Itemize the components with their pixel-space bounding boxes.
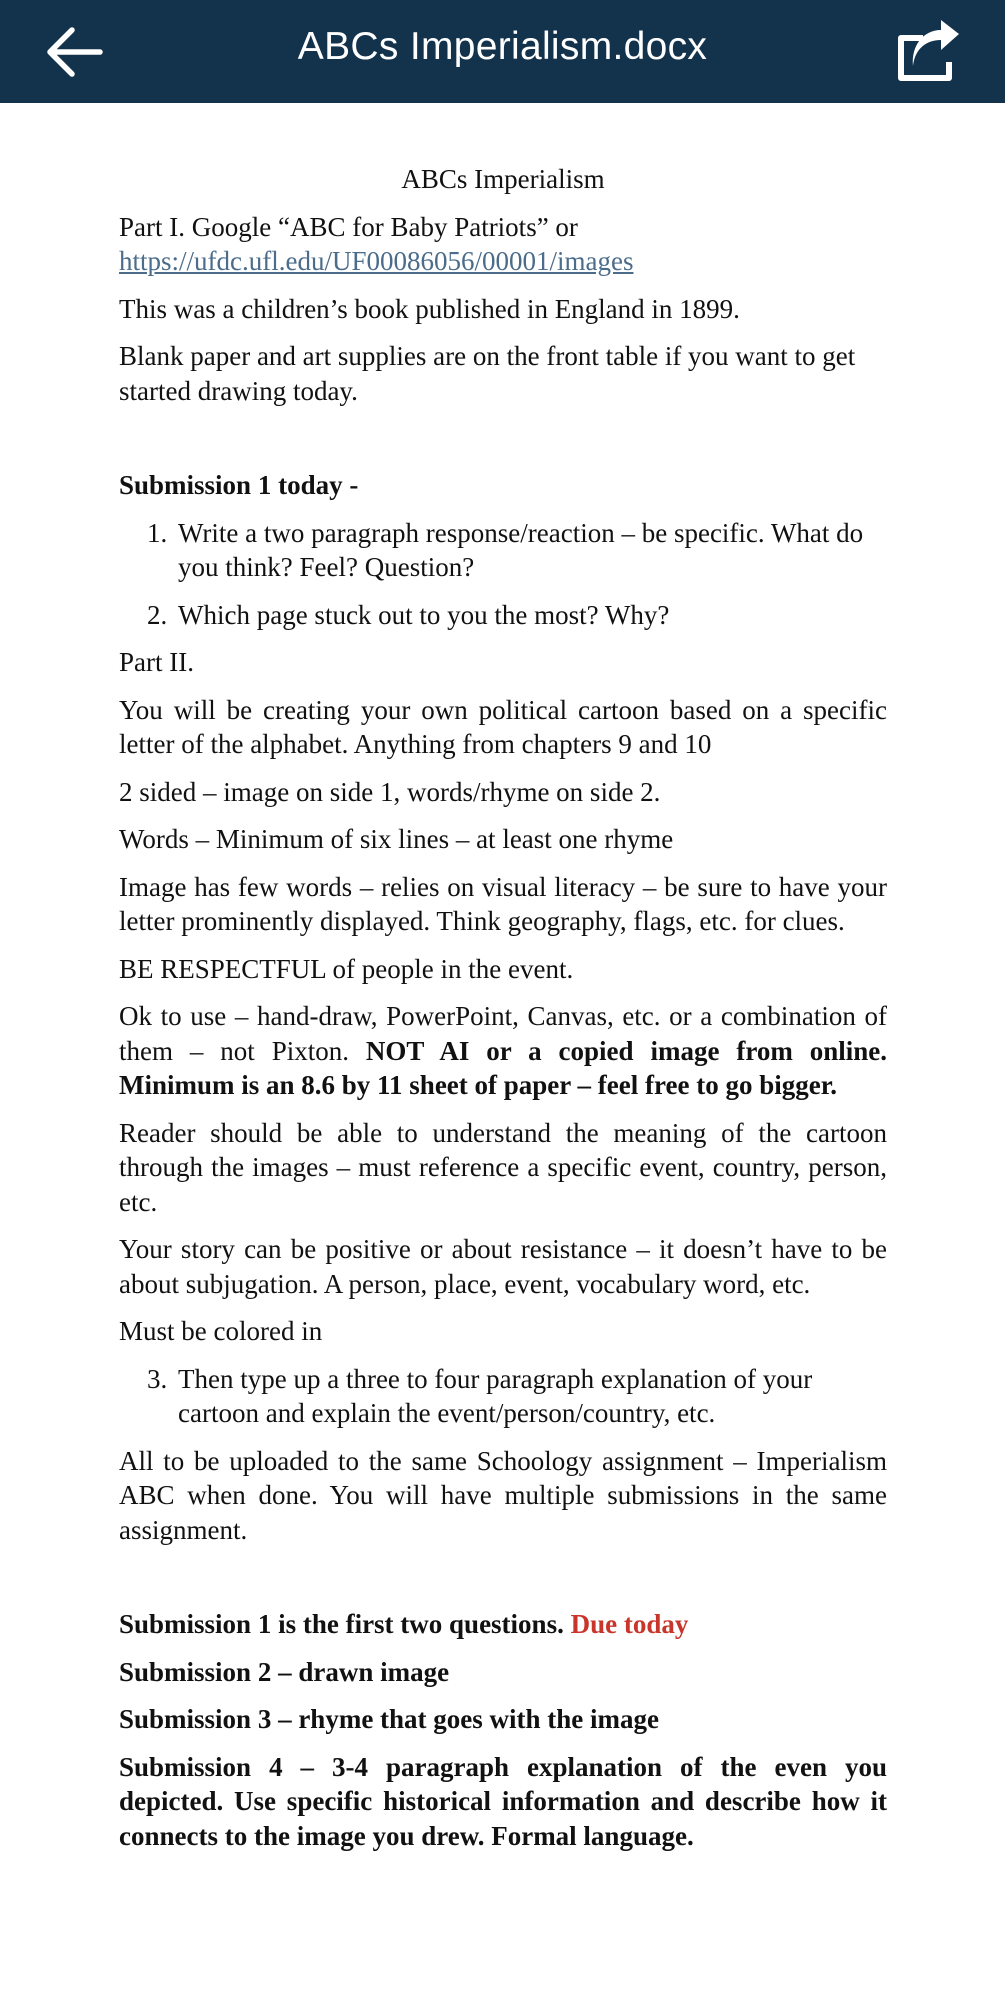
ok-to-use-paragraph — [119, 999, 887, 1103]
submission1-text: Submission 1 is the first two questions. — [119, 1609, 571, 1639]
list-text: Then type up a three to four paragraph explanation of your cartoon and explain the event/person/country, etc. — [178, 1363, 813, 1428]
published-paragraph: This was a children’s book published in England in 1899. — [119, 293, 740, 324]
submission3-line: Submission 3 – rhyme that goes with the image — [119, 1704, 660, 1734]
list-item — [119, 516, 887, 585]
share-icon — [893, 18, 963, 84]
submission1-heading: Submission 1 today - — [119, 470, 359, 500]
words-paragraph: Words – Minimum of six lines – at least one rhyme — [119, 824, 674, 854]
image-paragraph: Image has few words – relies on visual literacy – be sure to have your letter prominently displayed. Think geography, flags, etc. for clues. — [119, 871, 887, 936]
submission4-line: Submission 4 – 3-4 paragraph explanation of the even you depicted. Use specific historical information and describe how it connects to the image you drew. Formal language. — [119, 1751, 887, 1851]
document-title: ABCs Imperialism — [401, 164, 605, 194]
part1-paragraph — [119, 210, 887, 279]
colored-paragraph: Must be colored in — [119, 1316, 323, 1346]
supplies-paragraph: Blank paper and art supplies are on the front table if you want to get started drawing today. — [119, 341, 856, 406]
spacer — [119, 1560, 887, 1607]
ok-to-use-bold: NOT AI or a copied image from online. Minimum is an 8.6 by 11 sheet of paper – feel free to go bigger. — [119, 1035, 887, 1100]
reader-paragraph: Reader should be able to understand the meaning of the cartoon through the images – must reference a specific event, country, person, etc. — [119, 1117, 887, 1217]
share-button[interactable] — [893, 18, 963, 84]
list-item — [119, 1362, 887, 1431]
list-item — [119, 598, 887, 633]
list-text: Write a two paragraph response/reaction – be specific. What do you think? Feel? Question? — [178, 517, 864, 582]
create-paragraph: You will be creating your own political cartoon based on a specific letter of the alphabet. Anything from chapters 9 and 10 — [119, 694, 887, 759]
document-body — [119, 162, 887, 1866]
list-text: Which page stuck out to you the most? Why? — [178, 599, 670, 630]
respect-paragraph: BE RESPECTFUL of people in the event. — [119, 953, 574, 984]
due-today-label: Due today — [570, 1609, 689, 1639]
list-number: 3. — [147, 1363, 168, 1394]
app-header — [0, 0, 1005, 103]
sided-paragraph: 2 sided – image on side 1, words/rhyme on side 2. — [119, 776, 661, 807]
story-paragraph: Your story can be positive or about resistance – it doesn’t have to be about subjugation. A person, place, event, vocabulary word, etc. — [119, 1234, 887, 1299]
list-number: 1. — [147, 517, 168, 548]
ok-to-use-text: Ok to use – hand-draw, PowerPoint, Canvas, etc. or a combination of them – not Pixton. — [119, 1001, 887, 1066]
submission2-line: Submission 2 – drawn image — [119, 1656, 450, 1687]
spacer — [119, 421, 887, 468]
part1-intro: Part I. Google “ABC for Baby Patriots” or — [119, 211, 578, 242]
document-filename: ABCs Imperialism.docx — [297, 25, 708, 68]
list-number: 2. — [147, 599, 168, 630]
submission1-line — [119, 1607, 887, 1642]
upload-paragraph: All to be uploaded to the same Schoology assignment – Imperialism ABC when done. You will have multiple submissions in the same assignment. — [119, 1445, 887, 1545]
part2-heading: Part II. — [119, 647, 194, 677]
book-link[interactable]: https://ufdc.ufl.edu/UF00086056/00001/images — [119, 246, 634, 276]
